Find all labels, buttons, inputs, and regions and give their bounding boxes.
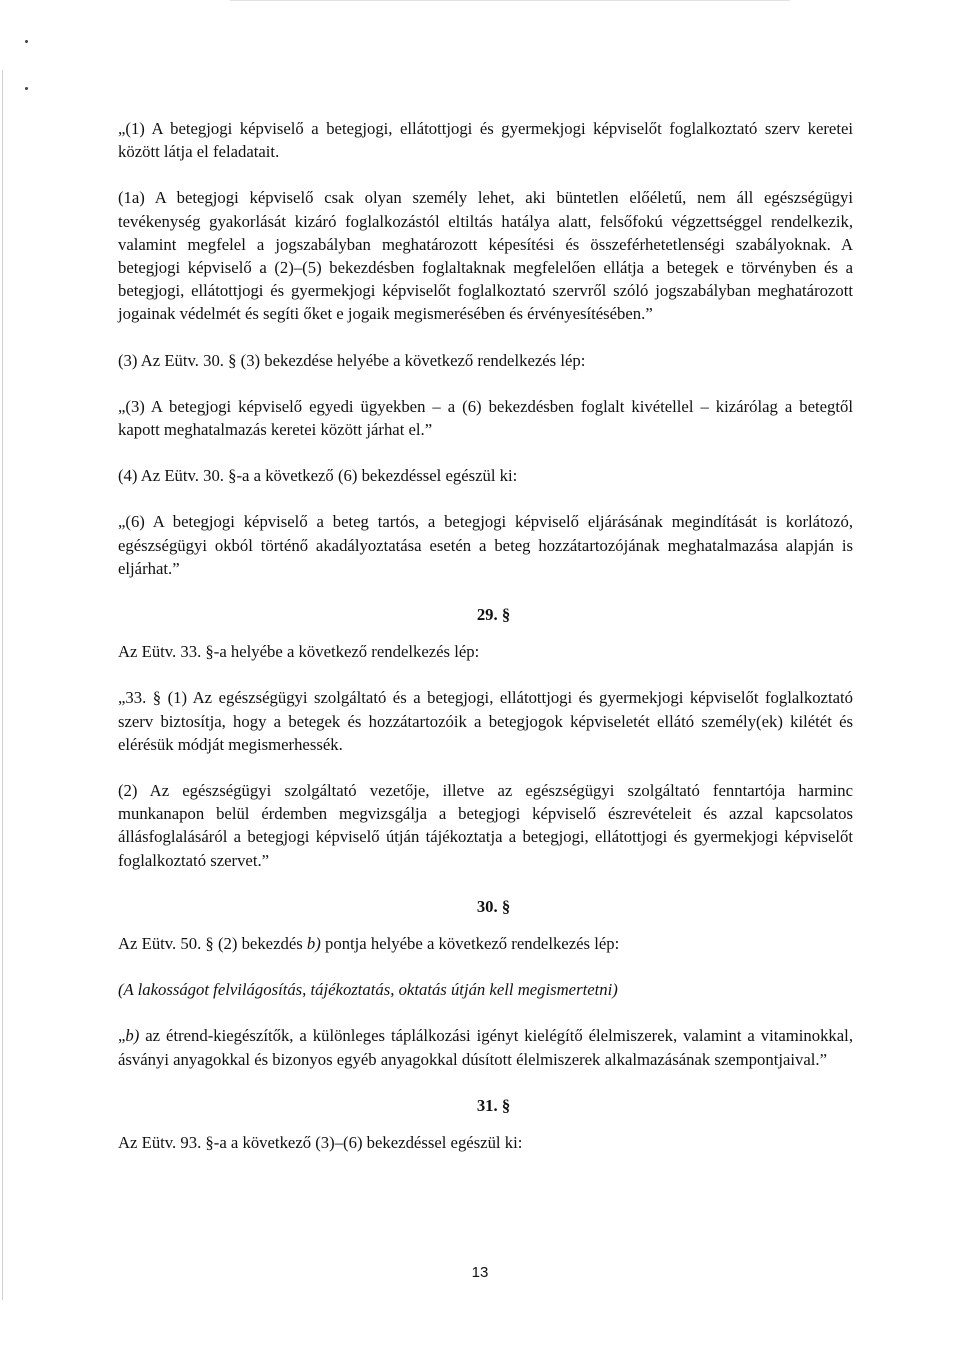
scan-speck bbox=[25, 87, 28, 90]
paragraph-quoted-33-2: (2) Az egészségügyi szolgáltató vezetője, illetve az egészségügyi szolgáltató fenntartója harminc munkanapon belül érdemben megvizsgálja a betegjogi képviselő észrevételeit és azzal kapcsolatos állásfoglalásáról a betegjogi képviselő útján tájékoztatja a betegjogi, ellátottjogi és gyermekjogi képviselőt foglalkoztató szervet.” bbox=[118, 781, 853, 870]
paragraph-amendment-4: (4) Az Eütv. 30. §-a a következő (6) bekezdéssel egészül ki: bbox=[118, 466, 518, 486]
scan-left-edge bbox=[2, 70, 3, 1300]
paragraph-eutv-33: Az Eütv. 33. §-a helyébe a következő rendelkezés lép: bbox=[118, 642, 480, 662]
paragraph-quoted-6: „(6) A betegjogi képviselő a beteg tartós, a betegjogi képviselő eljárásának megindítását is korlátozó, egészségügyi okból történő akadályoztatása esetén a beteg hozzátartozójának meghatalmazása alapján is eljárhat.” bbox=[118, 512, 853, 578]
paragraph-amendment-3: (3) Az Eütv. 30. § (3) bekezdése helyébe a következő rendelkezés lép: bbox=[118, 350, 586, 370]
section-heading-30: 30. § bbox=[476, 896, 511, 916]
paragraph-eutv-93: Az Eütv. 93. §-a a következő (3)–(6) bekezdéssel egészül ki: bbox=[118, 1133, 523, 1153]
paragraph-eutv-50: Az Eütv. 50. § (2) bekezdés b) pontja helyébe a következő rendelkezés lép: bbox=[118, 934, 620, 954]
section-heading-31: 31. § bbox=[476, 1095, 511, 1115]
paragraph-quoted-3: „(3) A betegjogi képviselő egyedi ügyekben – a (6) bekezdésben foglalt kivétellel – kizárólag a betegtől kapott meghatalmazás keretei között járhat el.” bbox=[118, 396, 853, 440]
page-number: 13 bbox=[471, 1264, 489, 1281]
document-body bbox=[118, 117, 853, 1154]
paragraph-quoted-33-1: „33. § (1) Az egészségügyi szolgáltató és a betegjogi, ellátottjogi és gyermekjogi képviselőt foglalkoztató szerv biztosítja, hogy a betegek és hozzátartozóik a betegjogok képviseletét ellátó személy(ek) kilétét és elérésük módját megismerhessék. bbox=[118, 688, 853, 754]
paragraph-1: „(1) A betegjogi képviselő a betegjogi, ellátottjogi és gyermekjogi képviselőt foglalkoztató szerv keretei között látja el feladatait. bbox=[118, 119, 853, 162]
paragraph-italic-context: (A lakosságot felvilágosítás, tájékoztatás, oktatás útján kell megismertetni) bbox=[118, 980, 618, 1000]
scan-top-edge bbox=[230, 0, 790, 1]
section-heading-29: 29. § bbox=[476, 605, 511, 625]
paragraph-1a: (1a) A betegjogi képviselő csak olyan személy lehet, aki büntetlen előéletű, nem áll egészségügyi tevékenység gyakorlását kizáró foglalkozástól eltiltás hatálya alatt, felsőfokú végzettséggel rendelkezik, valamint megfelel a jogszabályban meghatározott képesítési és összeférhetetlenségi szabályoknak. A betegjogi képviselő a (2)–(5) bekezdésben foglaltaknak megfelelően ellátja a betegek e törvényben és a betegjogi, ellátottjogi és gyermekjogi képviselőt foglalkoztató szervről szóló jogszabályban meghatározott jogainak védelmét és segíti őket e jogaik megismerésében és érvényesítésében.” bbox=[118, 188, 853, 324]
paragraph-quoted-b: „b) az étrend-kiegészítők, a különleges táplálkozási igényt kielégítő élelmiszerek, valamint a vitaminokkal, ásványi anyagokkal és bizonyos egyéb anyagokkal dúsított élelmiszerek alkalmazásának szempontjaival.” bbox=[118, 1026, 853, 1069]
scan-speck bbox=[25, 40, 28, 43]
